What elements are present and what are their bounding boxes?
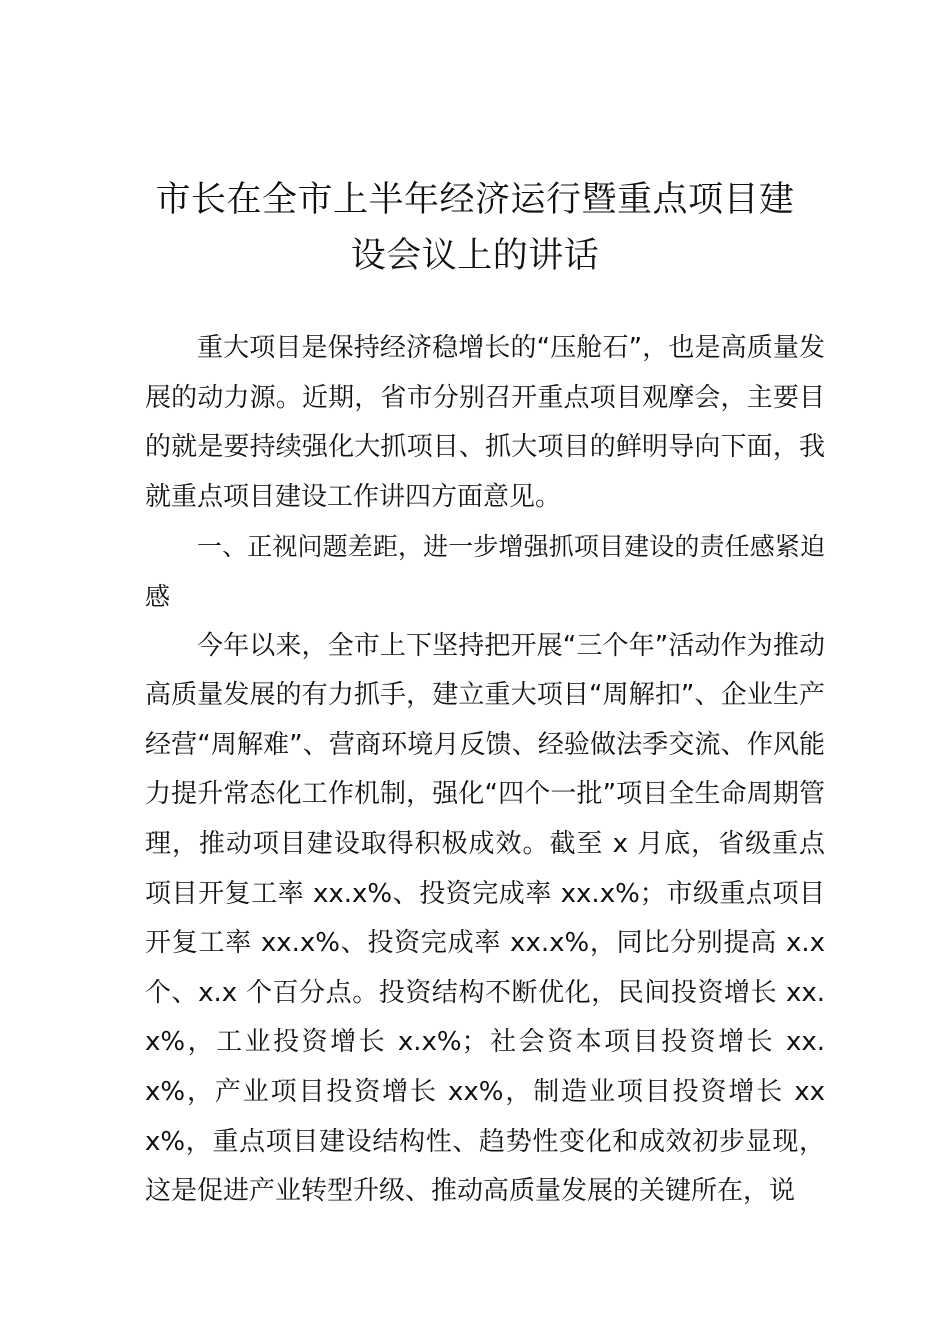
paragraph-intro: 重大项目是保持经济稳增长的“压舱石”，也是高质量发展的动力源。近期，省市分别召开重点项目观摩会，主要目的就是要持续强化大抓项目、抓大项目的鲜明导向下面，我就重点项目建设工作讲四方面意见。 (145, 333, 825, 512)
document-body (145, 324, 825, 1217)
title-line-1: 市长在全市上半年经济运行暨重点项目建 (155, 180, 795, 220)
section-heading-1: 一、正视问题差距，进一步增强抓项目建设的责任感紧迫感 (145, 532, 825, 611)
document-title (110, 172, 840, 284)
paragraph-progress: 今年以来，全市上下坚持把开展“三个年”活动作为推动高质量发展的有力抓手，建立重大项目“周解扣”、企业生产经营“周解难”、营商环境月反馈、经验做法季交流、作风能力提升常态化工作机制，强化“四个一批”项目全生命周期管理，推动项目建设取得积极成效。截至 x 月底，省级重点项目开复工率 xx.x%、投资完成率 xx.x%；市级重点项目开复工率 xx.x%、投资完成率 xx.x%，同比分别提高 x.x 个、x.x 个百分点。投资结构不断优化，民间投资增长 xx.x%，工业投资增长 x.x%；社会资本项目投资增长 xx.x%，产业项目投资增长 xx%，制造业项目投资增长 xxx%，重点项目建设结构性、趋势性变化和成效初步显现，这是促进产业转型升级、推动高质量发展的关键所在，说 (145, 630, 825, 1207)
title-line-2: 设会议上的讲话 (350, 236, 600, 276)
